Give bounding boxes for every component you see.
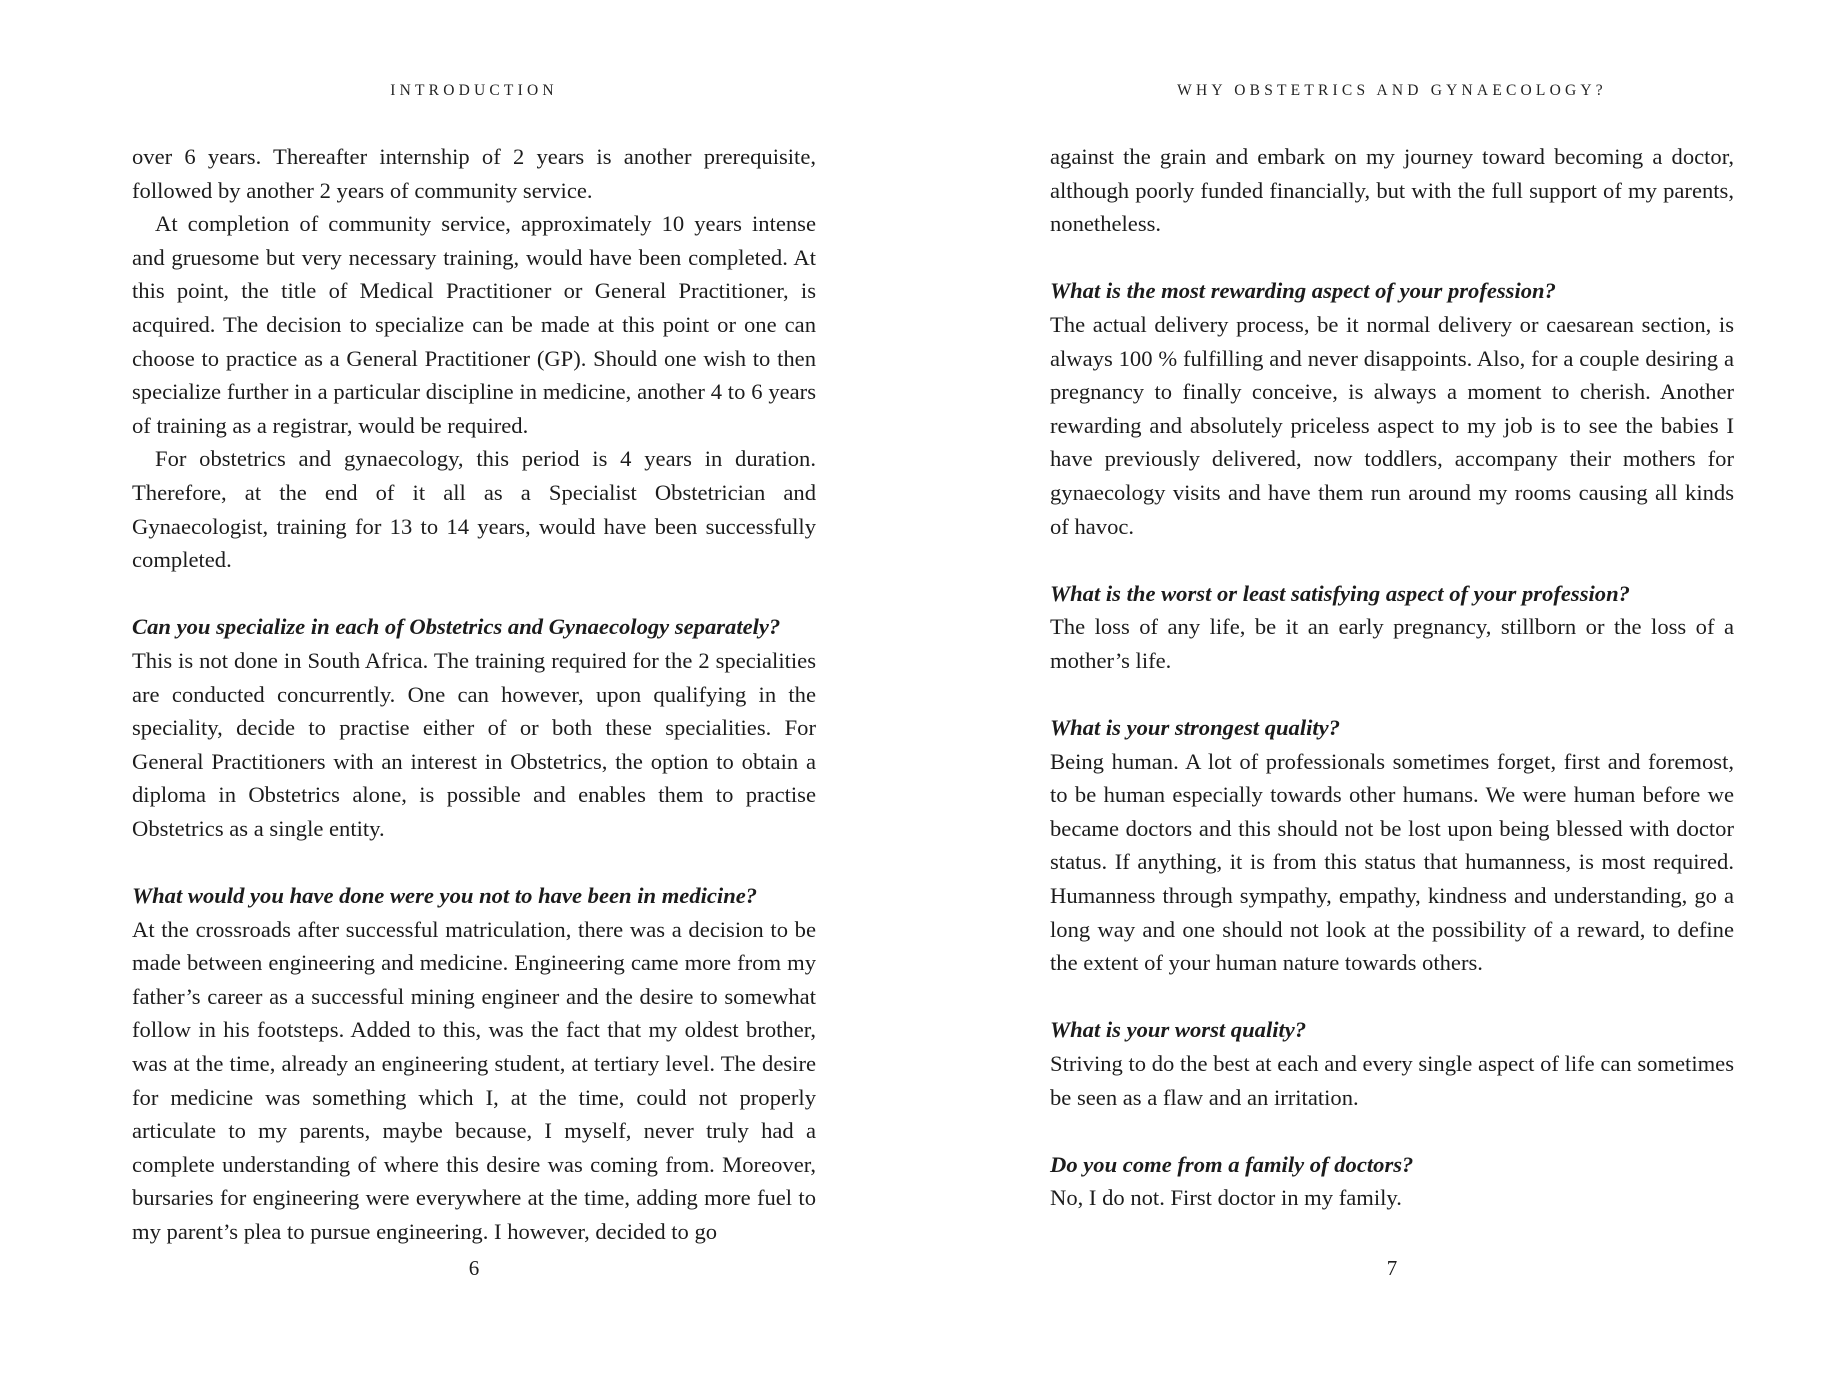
question-heading: Do you come from a family of doctors? bbox=[1050, 1151, 1414, 1177]
answer-paragraph: At the crossroads after successful matriculation, there was a decision to be made between engineering and medicine. Engineering came more from my father’s career as a successful mining engineer and the desire to somewhat follow in his footsteps. Added to this, was the fact that my oldest brother, was at the time, already an engineering student, at tertiary level. The desire for medicine was something which I, at the time, could not properly articulate to my parents, maybe because, I myself, never truly had a complete understanding of where this desire was coming from. Moreover, bursaries for engineering were everywhere at the time, adding more fuel to my parent’s plea to pursue engineering. I however, decided to go bbox=[132, 916, 816, 1244]
answer-paragraph: The actual delivery process, be it normal delivery or caesarean section, is always 100 % fulfilling and never disappoints. Also, for a couple desiring a pregnancy to finally conceive, is always a moment to cherish. Another rewarding and absolutely priceless aspect to my job is to see the babies I have previously delivered, now toddlers, accompany their mothers for gynaecology visits and have them run around my rooms causing all kinds of havoc. bbox=[1050, 311, 1734, 539]
page-number-left: 6 bbox=[468, 1256, 480, 1280]
right-page bbox=[1050, 0, 1734, 1382]
left-page bbox=[132, 0, 816, 1382]
running-head-right: WHY OBSTETRICS AND GYNAECOLOGY? bbox=[1177, 82, 1607, 99]
answer-paragraph: Striving to do the best at each and every single aspect of life can sometimes be seen as a flaw and an irritation. bbox=[1050, 1051, 1734, 1110]
right-page-body bbox=[1050, 140, 1734, 1215]
left-page-body bbox=[132, 140, 816, 1249]
running-head-left: INTRODUCTION bbox=[390, 82, 558, 99]
question-heading: What is your strongest quality? bbox=[1050, 715, 1341, 741]
paragraph: against the grain and embark on my journey toward becoming a doctor, although poorly funded financially, but with the full support of my parents, nonetheless. bbox=[1050, 144, 1734, 237]
answer-paragraph: The loss of any life, be it an early pregnancy, stillborn or the loss of a mother’s life. bbox=[1050, 614, 1734, 673]
answer-paragraph: No, I do not. First doctor in my family. bbox=[1050, 1185, 1402, 1211]
question-heading: What is the worst or least satisfying aspect of your profession? bbox=[1050, 580, 1630, 606]
paragraph: At completion of community service, approximately 10 years intense and gruesome but very necessary training, would have been completed. At this point, the title of Medical Practitioner or General Practitioner, is acquired. The decision to specialize can be made at this point or one can choose to practice as a General Practitioner (GP). Should one wish to then specialize further in a particular discipline in medicine, another 4 to 6 years of training as a registrar, would be required. bbox=[132, 211, 816, 438]
answer-paragraph: This is not done in South Africa. The training required for the 2 specialities are conducted concurrently. One can however, upon qualifying in the speciality, decide to practise either of or both these specialities. For General Practitioners with an interest in Obstetrics, the option to obtain a diploma in Obstetrics alone, is possible and enables them to practise Obstetrics as a single entity. bbox=[132, 647, 816, 841]
question-heading: What is your worst quality? bbox=[1050, 1017, 1307, 1043]
question-heading: Can you specialize in each of Obstetrics and Gynaecology separately? bbox=[132, 614, 781, 640]
page-number-right: 7 bbox=[1386, 1256, 1398, 1280]
question-heading: What would you have done were you not to have been in medicine? bbox=[132, 883, 758, 909]
answer-paragraph: Being human. A lot of professionals sometimes forget, first and foremost, to be human especially towards other humans. We were human before we became doctors and this should not be lost upon being blessed with doctor status. If anything, it is from this status that humanness, is most required. Humanness through sympathy, empathy, kindness and understanding, go a long way and one should not look at the possibility of a reward, to define the extent of your human nature towards others. bbox=[1050, 748, 1734, 976]
question-heading: What is the most rewarding aspect of your profession? bbox=[1050, 278, 1556, 304]
paragraph: For obstetrics and gynaecology, this period is 4 years in duration. Therefore, at the end of it all as a Specialist Obstetrician and Gynaecologist, training for 13 to 14 years, would have been successfully completed. bbox=[132, 446, 816, 573]
paragraph: over 6 years. Thereafter internship of 2 years is another prerequisite, followed by another 2 years of community service. bbox=[132, 144, 816, 203]
